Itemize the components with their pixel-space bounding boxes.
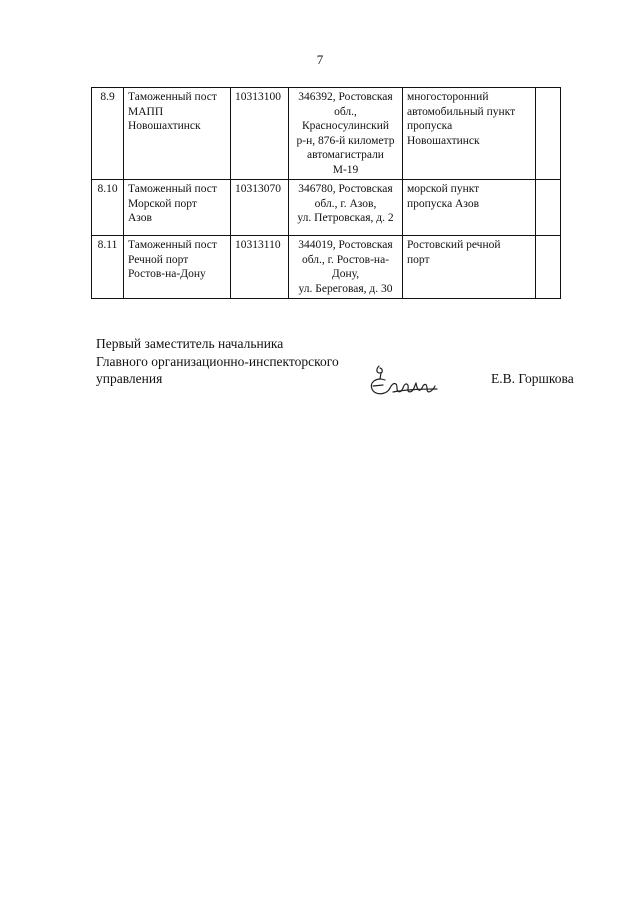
- signer-title-line-2: Главного организационно-инспекторского: [96, 353, 339, 369]
- signature-block: [96, 335, 339, 388]
- post-code: 10313100: [231, 88, 289, 180]
- post-address: 344019, Ростовская обл., г. Ростов-на- Дону, ул. Береговая, д. 30: [289, 236, 403, 299]
- extra-cell: [536, 236, 561, 299]
- customs-posts-table: [91, 87, 561, 299]
- post-code: 10313110: [231, 236, 289, 299]
- table-row: [92, 88, 561, 180]
- extra-cell: [536, 88, 561, 180]
- checkpoint: многосторонний автомобильный пункт пропуска Новошахтинск: [403, 88, 536, 180]
- table-row: [92, 236, 561, 299]
- signer-name: Е.В. Горшкова: [491, 371, 574, 386]
- signer-title-line-3: управления: [96, 371, 163, 386]
- extra-cell: [536, 180, 561, 236]
- row-number: 8.11: [92, 236, 124, 299]
- post-name: Таможенный пост МАПП Новошахтинск: [124, 88, 231, 180]
- signer-title-line-1: Первый заместитель начальника: [96, 336, 284, 351]
- post-code: 10313070: [231, 180, 289, 236]
- page-number: 7: [316, 52, 324, 67]
- post-name: Таможенный пост Речной порт Ростов-на-Дону: [124, 236, 231, 299]
- row-number: 8.9: [92, 88, 124, 180]
- checkpoint: Ростовский речной порт: [403, 236, 536, 299]
- checkpoint: морской пункт пропуска Азов: [403, 180, 536, 236]
- post-address: 346392, Ростовская обл., Красносулинский р-н, 876-й километр автомагистрали М-19: [289, 88, 403, 180]
- post-name: Таможенный пост Морской порт Азов: [124, 180, 231, 236]
- handwritten-signature: [363, 362, 445, 402]
- row-number: 8.10: [92, 180, 124, 236]
- table-row: [92, 180, 561, 236]
- post-address: 346780, Ростовская обл., г. Азов, ул. Петровская, д. 2: [289, 180, 403, 236]
